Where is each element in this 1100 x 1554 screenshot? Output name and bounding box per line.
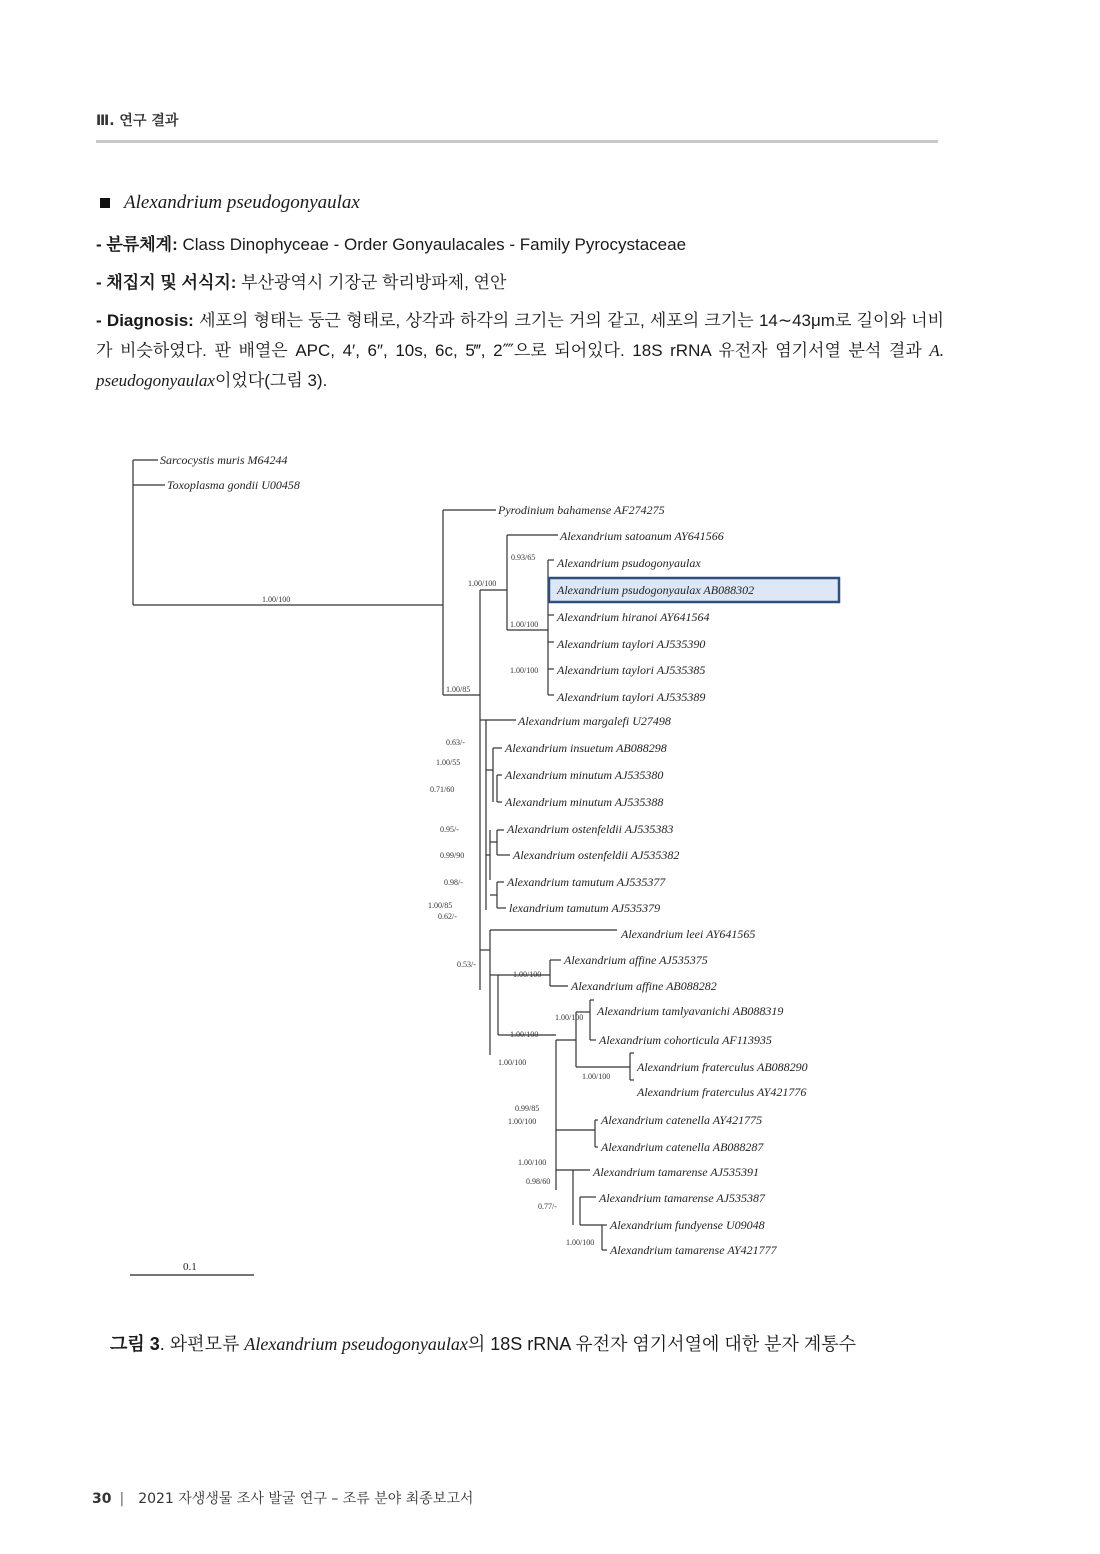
support-value: 1.00/100 (508, 1117, 537, 1126)
leaf-label: Alexandrium ostenfeldii AJ535383 (507, 822, 674, 836)
leaf-label: Alexandrium hiranoi AY641564 (557, 610, 710, 624)
caption-text: . 와편모류 (159, 1334, 245, 1354)
leaf-label: Alexandrium catenella AB088287 (601, 1140, 764, 1154)
diagnosis-text-end: 이었다(그림 3). (214, 371, 328, 390)
support-value: 1.00/100 (566, 1238, 595, 1247)
leaf-label: Alexandrium leei AY641565 (621, 927, 756, 941)
support-value: 1.00/100 (498, 1058, 527, 1067)
leaf-label: Alexandrium taylori AJ535390 (557, 637, 706, 651)
leaf-label: Alexandrium satoanum AY641566 (560, 529, 724, 543)
leaf-label: Alexandrium affine AB088282 (571, 979, 717, 993)
leaf-label: Toxoplasma gondii U00458 (167, 478, 300, 492)
caption-label: 그림 3 (110, 1334, 160, 1354)
support-value: 0.62/- (438, 912, 457, 921)
diagnosis-text: 세포의 형태는 둥근 형태로, 상각과 하각의 크기는 거의 같고, 세포의 크기는 14∼43μm로 길이와 너비가 비슷하였다. 판 배열은 APC, 4′, 6″, 10s, 6c, 5‴, 2⁗으로 되어있다. 18S rRNA 유전자 염기서열 분석 결과 (96, 311, 945, 360)
classification-line (96, 230, 686, 255)
species-heading (100, 192, 360, 214)
leaf-label: Alexandrium fraterculus AY421776 (637, 1085, 807, 1099)
support-value: 0.98/60 (526, 1177, 551, 1186)
leaf-label: Alexandrium insuetum AB088298 (505, 741, 667, 755)
support-value: 0.53/- (457, 960, 476, 969)
support-value: 1.00/100 (510, 666, 539, 675)
leaf-label: Alexandrium minutum AJ535388 (505, 795, 664, 809)
support-value: 1.00/55 (436, 758, 461, 767)
leaf-label: Alexandrium psudogonyaulax (557, 556, 701, 570)
tree-leaf-labels (160, 453, 808, 1257)
leaf-label: Sarcocystis muris M64244 (160, 453, 288, 467)
support-value: 0.77/- (538, 1202, 557, 1211)
support-value: 1.00/100 (555, 1013, 584, 1022)
leaf-label: Alexandrium ostenfeldii AJ535382 (513, 848, 680, 862)
leaf-label: Alexandrium tamarense AJ535391 (593, 1165, 759, 1179)
classification-value: Class Dinophyceae - Order Gonyaulacales - Family Pyrocystaceae (177, 235, 687, 254)
support-value: 1.00/85 (428, 901, 453, 910)
leaf-label: Alexandrium fundyense U09048 (610, 1218, 765, 1232)
section-header: Ⅲ. 연구 결과 (96, 113, 179, 129)
square-bullet-icon (100, 198, 110, 208)
support-value: 1.00/85 (446, 685, 471, 694)
support-value: 0.99/85 (515, 1104, 540, 1113)
habitat-value: 부산광역시 기장군 학리방파제, 연안 (236, 273, 507, 292)
leaf-label: Alexandrium taylori AJ535385 (557, 663, 706, 677)
support-values (262, 553, 610, 1247)
page-footer (92, 1488, 473, 1508)
support-value: 0.63/- (446, 738, 465, 747)
habitat-line (96, 268, 506, 293)
diagnosis-label: - Diagnosis: (96, 311, 194, 330)
leaf-label: Alexandrium cohorticula AF113935 (599, 1033, 772, 1047)
support-value: 0.71/60 (430, 785, 455, 794)
leaf-label: Alexandrium tamarense AJ535387 (599, 1191, 765, 1205)
leaf-label: Alexandrium taylori AJ535389 (557, 690, 706, 704)
diagnosis-paragraph (96, 306, 944, 396)
support-value: 1.00/100 (510, 620, 539, 629)
figure-caption (110, 1328, 940, 1360)
diagnosis-species: A. pseudogonyaulax (96, 341, 944, 390)
leaf-label-highlighted: Alexandrium psudogonyaulax AB088302 (557, 583, 755, 597)
caption-text-end: 의 18S rRNA 유전자 염기서열에 대한 분자 계통수 (467, 1334, 857, 1354)
header-divider (96, 140, 938, 143)
phylogenetic-tree (0, 430, 1100, 1290)
leaf-label: Alexandrium affine AJ535375 (564, 953, 708, 967)
support-value: 1.00/100 (513, 970, 542, 979)
caption-species: Alexandrium pseudogonyaulax (244, 1334, 468, 1354)
leaf-label: Alexandrium margalefi U27498 (518, 714, 671, 728)
leaf-label: Alexandrium tamlyavanichi AB088319 (597, 1004, 784, 1018)
scale-label: 0.1 (183, 1261, 197, 1273)
support-value: 0.99/90 (440, 851, 465, 860)
leaf-label: Alexandrium tamarense AY421777 (610, 1243, 777, 1257)
footer-separator: | (119, 1491, 125, 1507)
support-value: 1.00/100 (518, 1158, 547, 1167)
leaf-label: Alexandrium fraterculus AB088290 (637, 1060, 808, 1074)
support-value: 0.95/- (440, 825, 459, 834)
support-value: 1.00/100 (262, 595, 291, 604)
support-value: 1.00/100 (510, 1030, 539, 1039)
leaf-label: Alexandrium catenella AY421775 (601, 1113, 763, 1127)
leaf-label: lexandrium tamutum AJ535379 (509, 901, 661, 915)
page-number: 30 (92, 1491, 112, 1507)
report-title: 2021 자생생물 조사 발굴 연구 – 조류 분야 최종보고서 (138, 1491, 474, 1507)
leaf-label: Alexandrium tamutum AJ535377 (507, 875, 666, 889)
habitat-label: - 채집지 및 서식지: (96, 273, 237, 292)
leaf-label: Pyrodinium bahamense AF274275 (498, 503, 665, 517)
leaf-label: Alexandrium minutum AJ535380 (505, 768, 664, 782)
support-value: 0.93/65 (511, 553, 536, 562)
species-name: Alexandrium pseudogonyaulax (124, 192, 360, 213)
support-value: 0.98/- (444, 878, 463, 887)
classification-label: - 분류체계: (96, 235, 178, 254)
support-value: 1.00/100 (468, 579, 497, 588)
support-value: 1.00/100 (582, 1072, 611, 1081)
scale-bar (130, 1261, 254, 1275)
